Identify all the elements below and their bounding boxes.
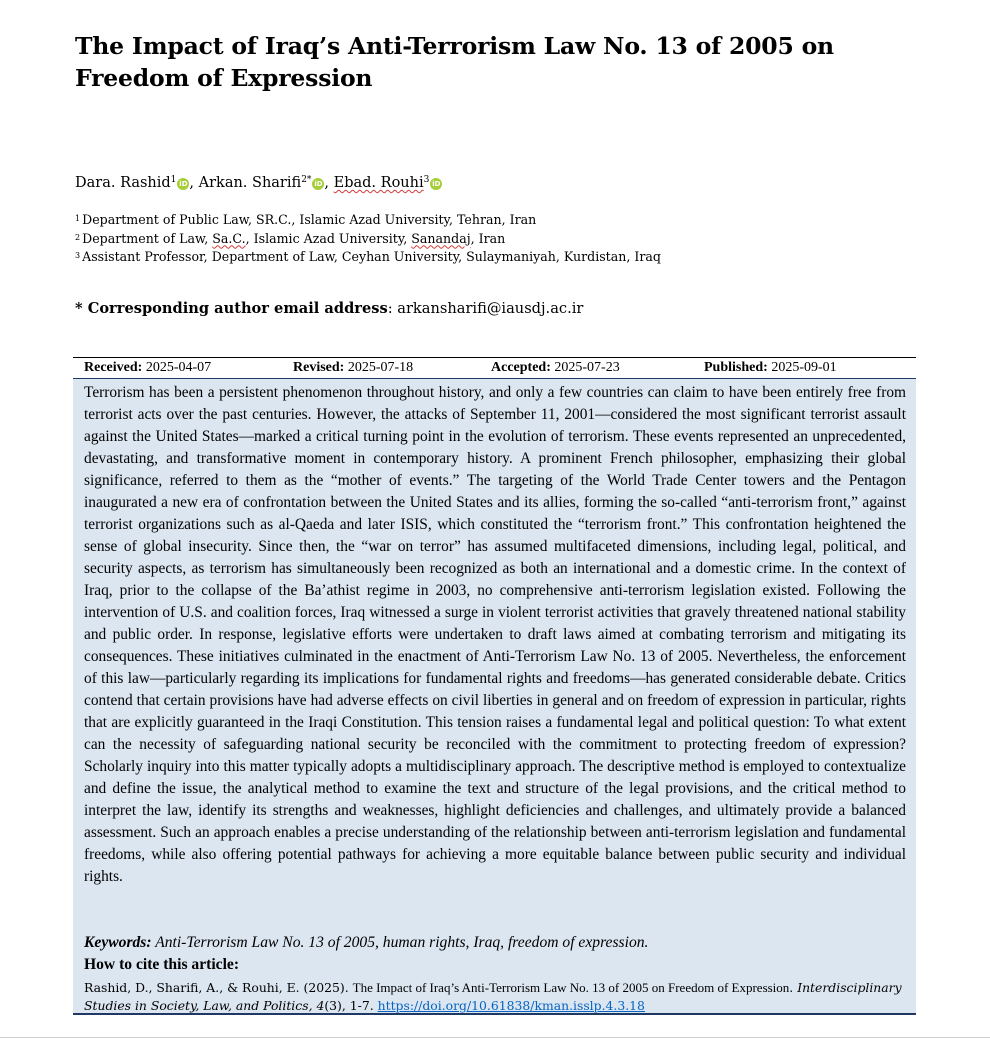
date-received — [84, 358, 211, 378]
affiliation-item — [75, 247, 661, 266]
citation-authors: Rashid, D., Sharifi, A., & Rouhi, E. (2025). — [84, 980, 353, 995]
corresponding-author — [75, 299, 583, 319]
citation-issue: (3), 1-7. — [324, 997, 378, 1013]
author-separator: , — [324, 175, 334, 191]
author-list — [75, 170, 442, 193]
date-label: Revised: — [293, 360, 345, 375]
affiliation-text: Sanandaj — [411, 230, 471, 246]
date-accepted — [491, 358, 620, 378]
abstract-panel — [73, 379, 916, 1015]
paper-title: The Impact of Iraq’s Anti-Terrorism Law No. 13 of 2005 on Freedom of Expression — [75, 32, 834, 92]
how-to-cite-heading: How to cite this article: — [84, 956, 240, 973]
orcid-icon[interactable]: iD — [314, 180, 323, 188]
orcid-icon[interactable]: iD — [179, 180, 188, 188]
affiliation-text: Sa.C. — [212, 230, 246, 246]
corresponding-email[interactable]: arkansharifi@iausdj.ac.ir — [397, 300, 584, 317]
date-label: Accepted: — [491, 360, 551, 375]
orcid-icon[interactable]: iD — [432, 180, 441, 188]
date-value: 2025-07-23 — [554, 360, 620, 375]
date-value: 2025-09-01 — [771, 360, 837, 375]
author-name: Ebad. Rouhi — [333, 175, 424, 191]
date-published — [704, 358, 837, 378]
doi-link[interactable]: https://doi.org/10.61838/kman.isslp.4.3.18 — [377, 997, 645, 1013]
keywords-label: Keywords: — [84, 934, 152, 951]
page-bottom-edge — [0, 1037, 990, 1038]
affiliation-text: , Islamic Azad University, — [245, 230, 412, 246]
citation-journal: Interdisciplinary Studies in Society, Law, and Politics, 4 — [84, 980, 902, 1013]
affiliation-text: Assistant Professor, Department of Law, Ceyhan University, Sulaymaniyah, Kurdistan, Iraq — [82, 249, 661, 265]
citation-text — [84, 979, 908, 1014]
article-dates-bar — [73, 357, 916, 380]
author-name: Arkan. Sharifi — [198, 175, 302, 191]
citation-separator: . — [789, 980, 798, 995]
affiliation-text: Department of Law, — [82, 230, 213, 246]
affiliation-item — [75, 229, 661, 248]
author-name: Dara. Rashid — [75, 175, 171, 191]
author-affiliation-mark: 3 — [423, 175, 430, 185]
citation-title: The Impact of Iraq’s Anti-Terrorism Law No. 13 of 2005 on Freedom of Expression — [352, 980, 790, 995]
author-affiliation-mark: 2* — [301, 175, 312, 185]
date-value: 2025-07-18 — [347, 360, 414, 375]
author-separator: , — [189, 175, 199, 191]
author-affiliation-mark: 1 — [170, 175, 177, 185]
affiliation-item — [75, 210, 661, 229]
corresponding-colon: : — [387, 300, 398, 317]
date-label: Published: — [704, 360, 768, 375]
affiliation-text: Department of Public Law, SR.C., Islamic Azad University, Tehran, Iran — [82, 212, 537, 227]
affiliation-text: , Iran — [470, 230, 506, 246]
keywords — [84, 932, 906, 954]
affiliation-list — [75, 210, 661, 266]
date-value: 2025-04-07 — [145, 360, 212, 375]
abstract-text: Terrorism has been a persistent phenomenon throughout history, and only a few countries can claim to have been entirely free from terrorist acts over the past centuries. However, the attacks of September 11, 2001—considered the most significant terrorist assault against the United States—marked a critical turning point in the evolution of terrorism. These events represented an unprecedented, devastating, and transformative moment in contemporary history. A prominent French philosopher, emphasizing their global significance, referred to them as the “mother of events.” The targeting of the World Trade Center towers and the Pentagon inaugurated a new era of confrontation between the United States and its allies, forming the so-called “anti-terrorism front,” against terrorist organizations such as al-Qaeda and later ISIS, which constituted the “terrorism front.” This confrontation heightened the sense of global insecurity. Since then, the “war on terror” has assumed multifaceted dimensions, including legal, political, and security aspects, as terrorism has simultaneously been recognized as both an international and a domestic crime. In the context of Iraq, prior to the collapse of the Ba’athist regime in 2003, no comprehensive anti-terrorism legislation existed. Following the intervention of U.S. and coalition forces, Iraq witnessed a surge in violent terrorist activities that gravely threatened national stability and public order. In response, legislative efforts were undertaken to draft laws aimed at combating terrorism and mitigating its consequences. These initiatives culminated in the enactment of Anti-Terrorism Law No. 13 of 2005. Nevertheless, the enforcement of this law—particularly regarding its implications for fundamental rights and freedoms—has generated considerable debate. Critics contend that certain provisions have had adverse effects on civil liberties in general and on freedom of expression in particular, rights that are explicitly guaranteed in the Iraqi Constitution. This tension raises a fundamental legal and political question: To what extent can the necessity of safeguarding national security be reconciled with the commitment to protecting freedom of expression? Scholarly inquiry into this matter typically adopts a multidisciplinary approach. The descriptive method is employed to contextualize and define the issue, the analytical method to examine the text and structure of the legal provisions, and the critical method to interpret the law, identify its strengths and weaknesses, highlight deficiencies and challenges, and ultimately provide a balanced assessment. Such an approach enables a precise understanding of the relationship between anti-terrorism legislation and fundamental freedoms, while also offering potential pathways for achieving a more equitable balance between public security and individual rights. — [84, 384, 906, 885]
date-label: Received: — [84, 360, 143, 375]
affiliation-number: 2 — [75, 232, 81, 242]
affiliation-number: 3 — [75, 251, 81, 261]
affiliation-number: 1 — [75, 214, 81, 223]
keywords-text: Anti-Terrorism Law No. 13 of 2005, human rights, Iraq, freedom of expression. — [151, 934, 649, 951]
corresponding-label: * Corresponding author email address — [75, 300, 388, 317]
date-revised — [293, 358, 413, 378]
